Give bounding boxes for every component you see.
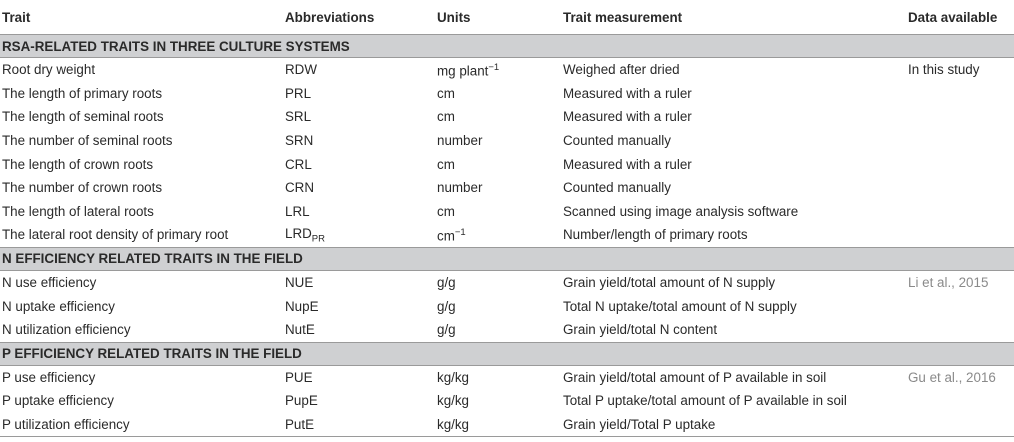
cell-measurement: Measured with a ruler — [563, 85, 692, 101]
cell-abbreviation — [283, 223, 435, 247]
table-row — [0, 105, 1014, 129]
cell-abbreviation — [283, 176, 435, 200]
cell-abbreviation — [283, 294, 435, 318]
unit-superscript: −1 — [454, 226, 466, 238]
cell-data-available — [906, 200, 1014, 224]
cell-trait: The lateral root density of primary root — [2, 227, 229, 243]
table-row — [0, 129, 1014, 153]
unit-text: cm — [437, 203, 455, 219]
cell-unit — [435, 294, 561, 318]
abbreviation-text: NUE — [285, 275, 314, 291]
table-body — [0, 35, 1014, 437]
cell-trait: The length of seminal roots — [2, 109, 164, 125]
unit-text: cm — [437, 156, 455, 172]
header-units: Units — [435, 0, 561, 35]
cell-abbreviation — [283, 413, 435, 437]
cell-measurement: Grain yield/total amount of N supply — [563, 275, 776, 291]
cell-unit — [435, 365, 561, 389]
table-row — [0, 152, 1014, 176]
cell-measurement: Weighed after dried — [563, 62, 680, 78]
header-trait: Trait — [0, 0, 283, 35]
section-title: P EFFICIENCY RELATED TRAITS IN THE FIELD — [0, 342, 1014, 365]
cell-unit — [435, 152, 561, 176]
header-data-available: Data available — [906, 0, 1014, 35]
unit-text: g/g — [437, 322, 456, 338]
cell-trait: The number of crown roots — [2, 180, 163, 196]
header-trait-measurement: Trait measurement — [561, 0, 906, 35]
cell-trait: Root dry weight — [2, 62, 96, 78]
unit-text: number — [437, 133, 483, 149]
cell-unit — [435, 413, 561, 437]
cell-unit — [435, 270, 561, 294]
cell-measurement: Scanned using image analysis software — [563, 203, 799, 219]
cell-trait: The length of lateral roots — [2, 203, 154, 219]
cell-data-available — [906, 318, 1014, 342]
unit-text: kg/kg — [437, 393, 470, 409]
unit-text: kg/kg — [437, 369, 470, 385]
table-row — [0, 270, 1014, 294]
cell-measurement: Total N uptake/total amount of N supply — [563, 298, 797, 314]
cell-measurement: Grain yield/Total P uptake — [561, 413, 906, 437]
cell-data-available — [906, 129, 1014, 153]
cell-measurement: Total P uptake/total amount of P available in soil — [563, 393, 847, 409]
abbreviation-subscript: PR — [311, 233, 325, 245]
unit-text: cm — [437, 85, 455, 101]
table-row — [0, 58, 1014, 82]
cell-unit — [435, 318, 561, 342]
cell-unit — [435, 58, 561, 82]
cell-abbreviation — [283, 318, 435, 342]
cell-measurement: Measured with a ruler — [563, 109, 692, 125]
cell-data-available: In this study — [908, 62, 980, 78]
cell-abbreviation — [283, 129, 435, 153]
table-row — [0, 294, 1014, 318]
cell-trait: The number of seminal roots — [2, 133, 173, 149]
cell-data-available — [906, 413, 1014, 437]
table-row — [0, 176, 1014, 200]
abbreviation-text: PutE — [285, 417, 315, 433]
cell-trait: N uptake efficiency — [2, 298, 115, 314]
abbreviation-text: NupE — [285, 298, 319, 314]
abbreviation-text: SRL — [285, 109, 312, 125]
abbreviation-text: NutE — [285, 322, 315, 338]
table-row — [0, 318, 1014, 342]
cell-measurement: Grain yield/total N content — [563, 322, 718, 338]
header-row — [0, 0, 1014, 35]
unit-text: g/g — [437, 298, 456, 314]
cell-abbreviation — [283, 152, 435, 176]
abbreviation-text: PRL — [285, 85, 312, 101]
cell-abbreviation — [283, 105, 435, 129]
table-row — [0, 82, 1014, 106]
cell-data-available — [906, 82, 1014, 106]
cell-abbreviation — [283, 58, 435, 82]
abbreviation-text: LRL — [285, 203, 310, 219]
unit-superscript: −1 — [488, 61, 500, 73]
cell-abbreviation — [283, 82, 435, 106]
cell-trait: P utilization efficiency — [0, 413, 283, 437]
cell-trait: P uptake efficiency — [2, 393, 114, 409]
cell-unit — [435, 176, 561, 200]
cell-data-available: Li et al., 2015 — [908, 275, 989, 291]
cell-data-available — [906, 389, 1014, 413]
cell-data-available — [906, 105, 1014, 129]
section-header-row — [0, 35, 1014, 58]
cell-abbreviation — [283, 270, 435, 294]
table-row — [0, 389, 1014, 413]
cell-unit — [435, 389, 561, 413]
unit-text: cm — [437, 109, 455, 125]
abbreviation-text: CRL — [285, 156, 312, 172]
cell-data-available — [906, 294, 1014, 318]
cell-data-available — [906, 152, 1014, 176]
section-header-row — [0, 342, 1014, 365]
cell-abbreviation — [283, 389, 435, 413]
cell-measurement: Measured with a ruler — [563, 156, 692, 172]
cell-unit — [435, 223, 561, 247]
abbreviation-text: SRN — [285, 133, 314, 149]
cell-trait: P use efficiency — [2, 369, 96, 385]
section-title: N EFFICIENCY RELATED TRAITS IN THE FIELD — [0, 247, 1014, 270]
table-row — [0, 200, 1014, 224]
cell-measurement: Number/length of primary roots — [563, 227, 748, 243]
cell-unit — [435, 200, 561, 224]
cell-unit — [435, 82, 561, 106]
unit-text: mg plant — [437, 63, 489, 79]
table-row — [0, 223, 1014, 247]
section-title: RSA-RELATED TRAITS IN THREE CULTURE SYSTEMS — [0, 35, 1014, 58]
cell-abbreviation — [283, 200, 435, 224]
cell-unit — [435, 129, 561, 153]
table-row — [0, 413, 1014, 437]
section-header-row — [0, 247, 1014, 270]
cell-abbreviation — [283, 365, 435, 389]
unit-text: cm — [437, 228, 455, 244]
cell-measurement: Counted manually — [563, 133, 671, 149]
cell-trait: N utilization efficiency — [2, 322, 131, 338]
cell-measurement: Grain yield/total amount of P available in soil — [563, 369, 827, 385]
abbreviation-text: LRD — [285, 225, 312, 241]
cell-unit — [435, 105, 561, 129]
unit-text: kg/kg — [437, 417, 470, 433]
cell-data-available — [906, 223, 1014, 247]
cell-data-available: Gu et al., 2016 — [908, 369, 996, 385]
cell-trait: N use efficiency — [2, 275, 97, 291]
cell-measurement: Counted manually — [563, 180, 671, 196]
abbreviation-text: RDW — [285, 62, 317, 78]
header-abbreviations: Abbreviations — [283, 0, 435, 35]
unit-text: number — [437, 180, 483, 196]
abbreviation-text: CRN — [285, 180, 315, 196]
cell-trait: The length of primary roots — [2, 85, 163, 101]
unit-text: g/g — [437, 275, 456, 291]
cell-data-available — [906, 176, 1014, 200]
abbreviation-text: PUE — [285, 369, 313, 385]
cell-trait: The length of crown roots — [2, 156, 154, 172]
abbreviation-text: PupE — [285, 393, 318, 409]
table-row — [0, 365, 1014, 389]
